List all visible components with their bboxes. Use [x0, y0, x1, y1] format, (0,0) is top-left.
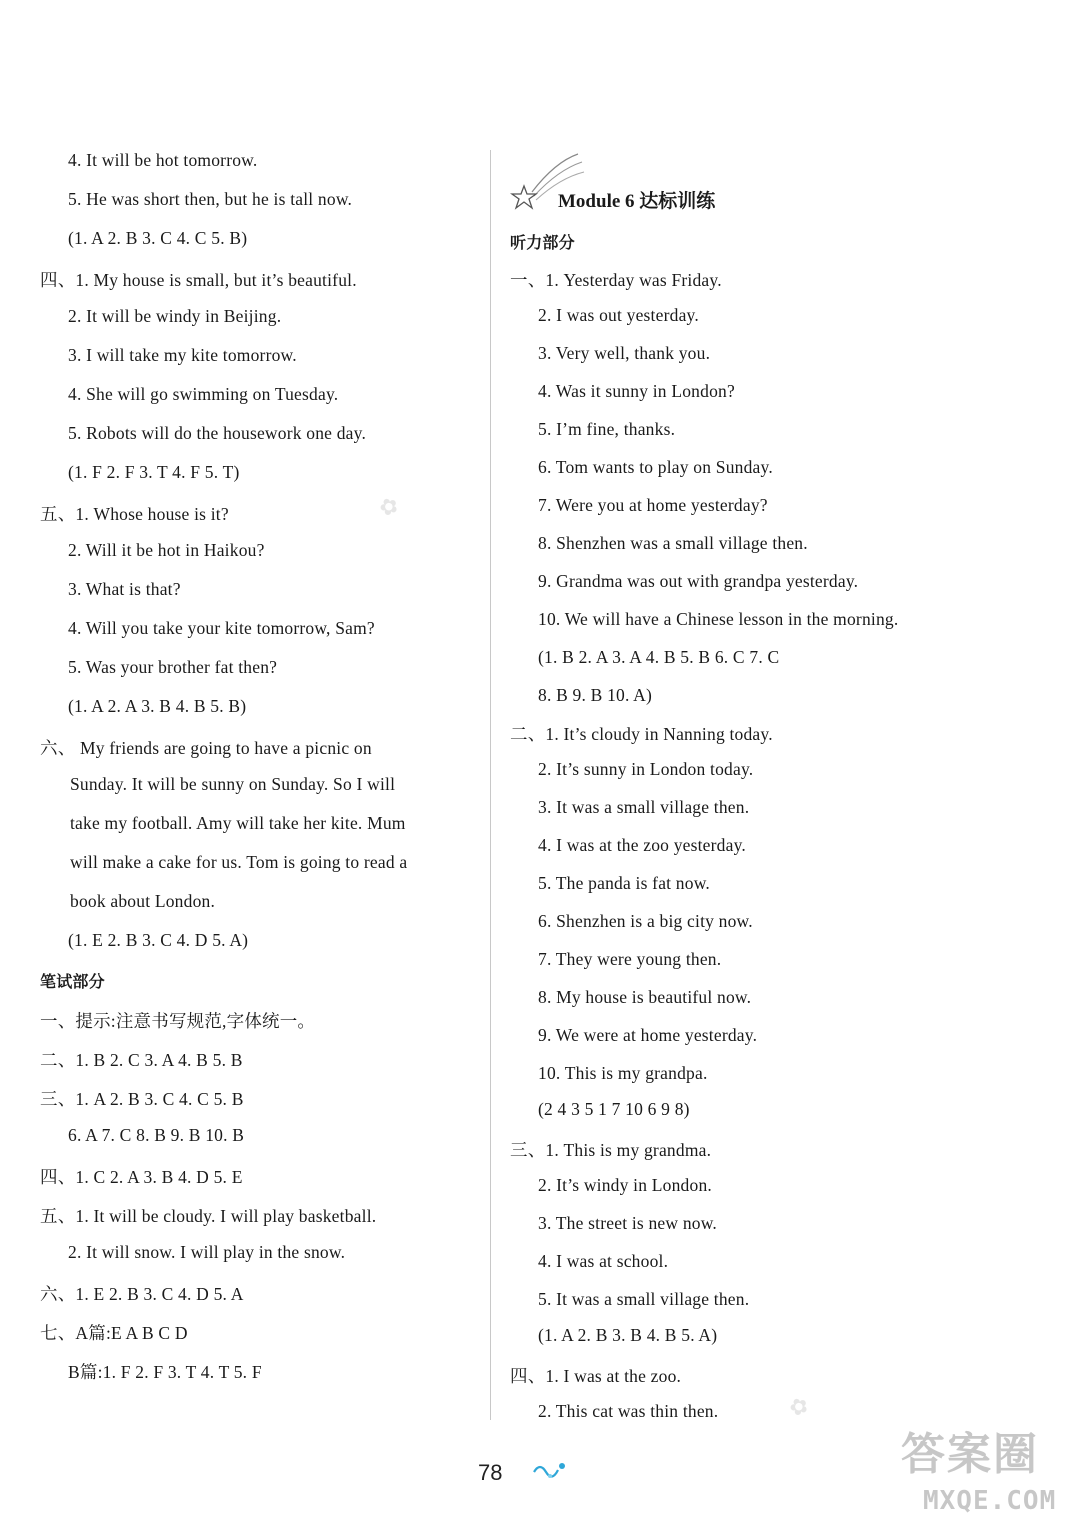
right-answer-line: 4. I was at the zoo yesterday.: [538, 835, 746, 855]
left-answer-line: 二、1. B 2. C 3. A 4. B 5. B: [40, 1050, 243, 1070]
right-answer-line: 7. Were you at home yesterday?: [538, 495, 768, 515]
left-answer-line: 2. Will it be hot in Haikou?: [68, 540, 265, 560]
left-answer-line: 2. It will snow. I will play in the snow.: [68, 1242, 346, 1262]
right-answer-line: 5. It was a small village then.: [538, 1289, 750, 1309]
module-title: Module 6 达标训练: [558, 191, 716, 212]
left-answer-line: B篇:1. F 2. F 3. T 4. T 5. F: [68, 1362, 262, 1382]
left-answer-line: 3. I will take my kite tomorrow.: [68, 345, 297, 365]
page-number: 78: [478, 1460, 503, 1485]
right-answer-line: 7. They were young then.: [538, 949, 722, 969]
right-answer-line: 9. We were at home yesterday.: [538, 1025, 758, 1045]
right-answer-line: 一、1. Yesterday was Friday.: [510, 270, 722, 290]
right-answer-line: 2. It’s sunny in London today.: [538, 759, 754, 779]
right-answer-line: (2 4 3 5 1 7 10 6 9 8): [538, 1099, 690, 1119]
right-answer-line: 5. The panda is fat now.: [538, 873, 710, 893]
left-answer-line: (1. A 2. B 3. C 4. C 5. B): [68, 228, 248, 248]
left-answer-line: Sunday. It will be sunny on Sunday. So I will: [70, 774, 396, 794]
right-answer-line: 8. My house is beautiful now.: [538, 987, 752, 1007]
watermark-line1: 答案圈: [901, 1429, 1039, 1480]
left-answer-line: 2. It will be windy in Beijing.: [68, 306, 282, 326]
right-answer-line: 2. I was out yesterday.: [538, 305, 699, 325]
left-answer-line: 5. Was your brother fat then?: [68, 657, 278, 677]
right-answer-line: 5. I’m fine, thanks.: [538, 419, 676, 439]
left-answer-line: 6. A 7. C 8. B 9. B 10. B: [68, 1125, 245, 1145]
right-answer-line: 3. It was a small village then.: [538, 797, 750, 817]
faint-watermark-stamp: ✿: [375, 492, 403, 523]
right-answer-line: 3. The street is new now.: [538, 1213, 717, 1233]
left-answer-line: take my football. Amy will take her kite. Mum: [70, 813, 406, 833]
left-answer-line: 四、1. My house is small, but it’s beautiful.: [40, 270, 357, 290]
right-answer-line: 9. Grandma was out with grandpa yesterday.: [538, 571, 859, 591]
faint-watermark-stamp: ✿: [785, 1392, 813, 1423]
left-answer-line: 五、1. It will be cloudy. I will play basketball.: [40, 1206, 377, 1226]
left-answer-line: 三、1. A 2. B 3. C 4. C 5. B: [40, 1089, 244, 1109]
right-answer-line: 3. Very well, thank you.: [538, 343, 711, 363]
right-answer-line: 8. Shenzhen was a small village then.: [538, 533, 808, 553]
right-answer-line: 8. B 9. B 10. A): [538, 685, 653, 705]
left-answer-line: 六、 My friends are going to have a picnic on: [40, 738, 372, 758]
right-answer-line: 四、1. I was at the zoo.: [510, 1366, 682, 1386]
right-answer-line: 4. I was at school.: [538, 1251, 669, 1271]
right-answer-line: 听力部分: [510, 233, 575, 252]
left-answer-line: will make a cake for us. Tom is going to read a: [70, 852, 408, 872]
right-answer-line: 二、1. It’s cloudy in Nanning today.: [510, 724, 773, 744]
right-answer-line: 三、1. This is my grandma.: [510, 1140, 712, 1160]
right-answer-line: (1. A 2. B 3. B 4. B 5. A): [538, 1325, 718, 1345]
right-answer-line: 2. It’s windy in London.: [538, 1175, 712, 1195]
left-answer-line: (1. A 2. A 3. B 4. B 5. B): [68, 696, 247, 716]
left-answer-line: (1. F 2. F 3. T 4. F 5. T): [68, 462, 240, 482]
left-answer-line: 笔试部分: [40, 972, 105, 991]
module-header: [510, 150, 810, 220]
watermark-line2: MXQE.COM: [923, 1486, 1057, 1516]
left-answer-line: 七、A篇:E A B C D: [40, 1323, 188, 1343]
left-answer-line: 4. Will you take your kite tomorrow, Sam?: [68, 618, 375, 638]
left-answer-line: 4. She will go swimming on Tuesday.: [68, 384, 339, 404]
left-answer-line: 5. He was short then, but he is tall now.: [68, 189, 353, 209]
right-answer-line: 10. We will have a Chinese lesson in the morning.: [538, 609, 899, 629]
left-answer-line: 3. What is that?: [68, 579, 181, 599]
left-answer-line: 五、1. Whose house is it?: [40, 504, 229, 524]
left-answer-line: 一、提示:注意书写规范,字体统一。: [40, 1011, 316, 1031]
left-answer-line: 4. It will be hot tomorrow.: [68, 150, 258, 170]
left-answer-line: 5. Robots will do the housework one day.: [68, 423, 367, 443]
right-answer-line: 10. This is my grandpa.: [538, 1063, 708, 1083]
right-answer-line: 6. Tom wants to play on Sunday.: [538, 457, 773, 477]
site-watermark-logo: [895, 1410, 1075, 1536]
right-answer-line: 6. Shenzhen is a big city now.: [538, 911, 753, 931]
left-answer-line: 六、1. E 2. B 3. C 4. D 5. A: [40, 1284, 244, 1304]
left-answer-line: book about London.: [70, 891, 216, 911]
right-answer-line: 2. This cat was thin then.: [538, 1401, 719, 1421]
column-divider: [490, 150, 491, 1420]
left-answer-line: (1. E 2. B 3. C 4. D 5. A): [68, 930, 249, 950]
right-answer-line: (1. B 2. A 3. A 4. B 5. B 6. C 7. C: [538, 647, 780, 667]
left-answer-line: 四、1. C 2. A 3. B 4. D 5. E: [40, 1167, 243, 1187]
right-answer-line: 4. Was it sunny in London?: [538, 381, 735, 401]
page-ornament-icon: [530, 1458, 570, 1482]
